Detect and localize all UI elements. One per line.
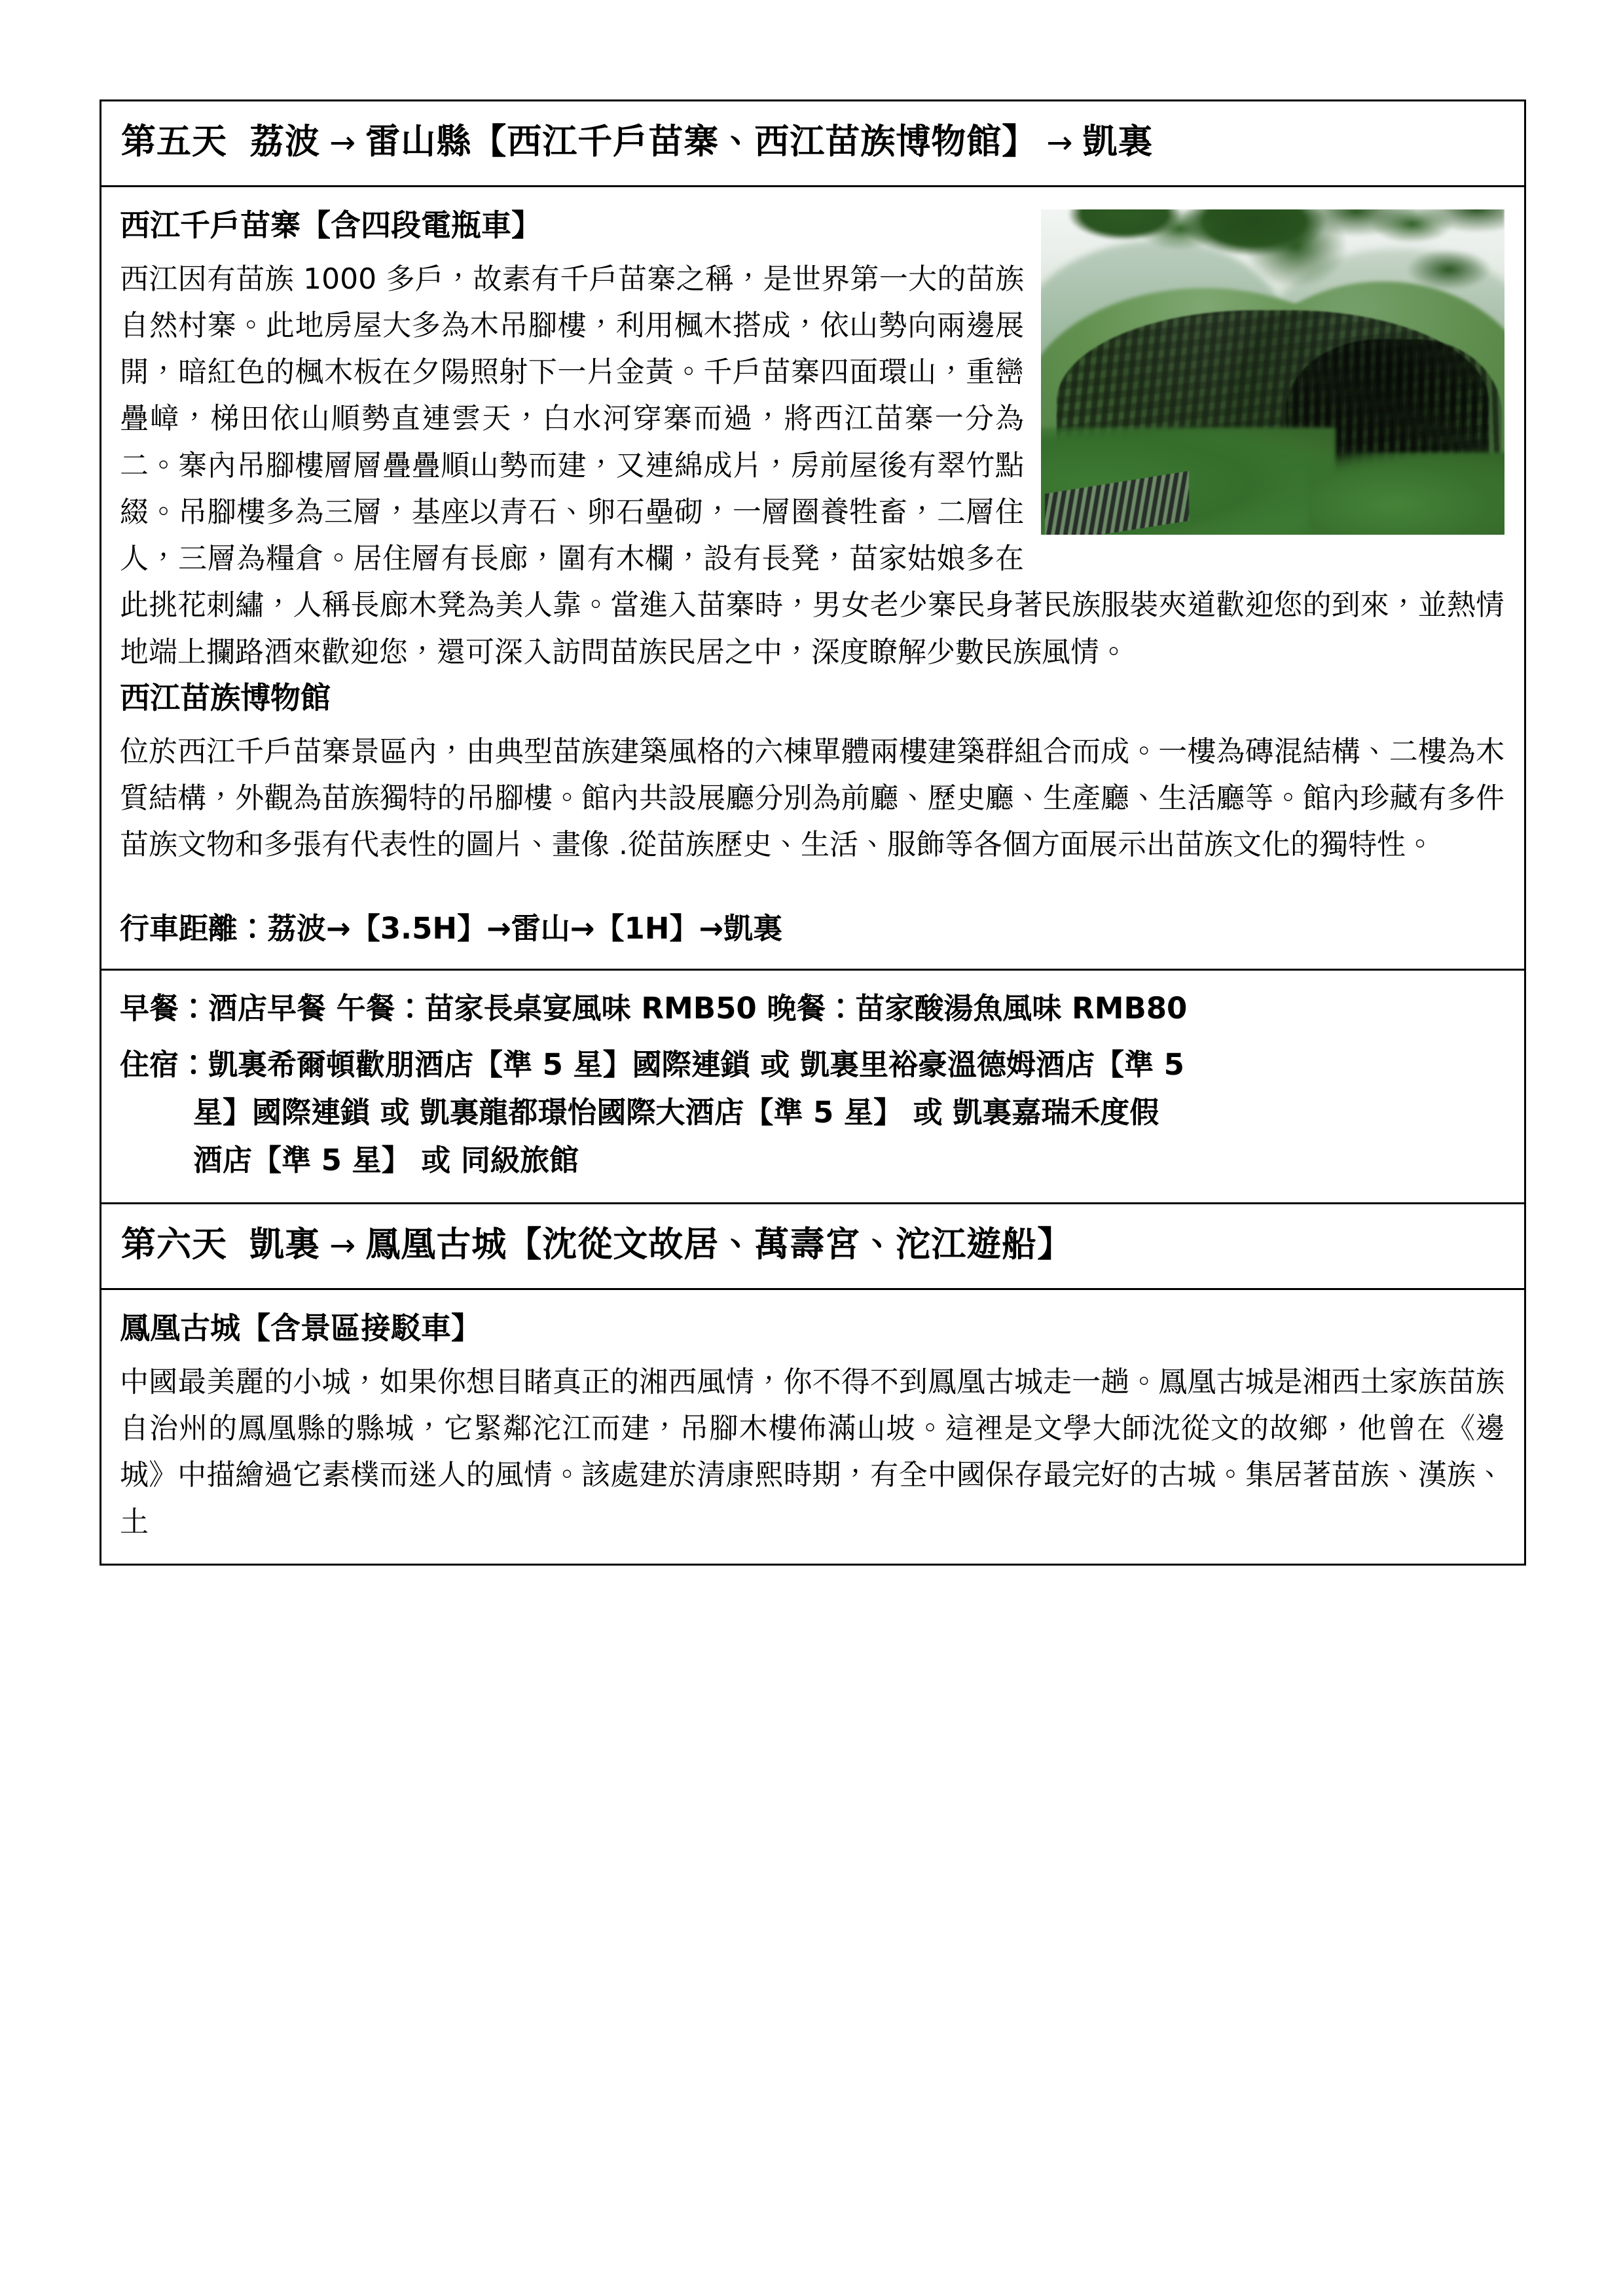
day6-label: 第六天 (121, 1225, 227, 1265)
day5-banner-cell (101, 101, 1524, 185)
section-title-fenghuang: 鳳凰古城【含景區接駁車】 (120, 1310, 481, 1346)
paragraph-miao-museum: 位於西江千戶苗寨景區內，由典型苗族建築風格的六棟單體兩樓建築群組合而成。一樓為磚混結構、二樓為木質結構，外觀為苗族獨特的吊腳樓。館內共設展廳分別為前廳、歷史廳、生產廳、生活廳等。館內珍藏有多件苗族文物和多張有代表性的圖片、畫像 .從苗族歷史、生活、服飾等各個方面展示出苗族文化的獨特性。 (120, 734, 1504, 862)
day5-origin: 荔波 (249, 122, 320, 162)
day6-body-cell (101, 1290, 1524, 1564)
day5-meals-lodging-row (101, 971, 1524, 1204)
paragraph-xijiang-village: 西江因有苗族 1000 多戶，故素有千戶苗寨之稱，是世界第一大的苗族自然村寨。此地房屋大多為木吊腳樓，利用楓木搭成，依山勢向兩邊展開，暗紅色的楓木板在夕陽照射下一片金黃。千戶苗寨四面環山，重巒疊嶂，梯田依山順勢直連雲天，白水河穿寨而過，將西江苗寨一分為二。寨內吊腳樓層層疊疊順山勢而建，又連綿成片，房前屋後有翠竹點綴。吊腳樓多為三層，基座以青石、卵石壘砌，一層圈養牲畜，二層住人，三層為糧倉。居住層有長廊，圍有木欄，設有長凳，苗家姑娘多在此挑花刺繡，人稱長廊木凳為美人靠。當進入苗寨時，男女老少寨民身著民族服裝夾道歡迎您的到來，並熱情地端上攔路酒來歡迎您，還可深入訪問苗族民居之中，深度瞭解少數民族風情。 (120, 262, 1504, 669)
day6-banner-cell (101, 1204, 1524, 1288)
day5-label: 第五天 (121, 122, 227, 162)
photo-foreground-trees-right (1308, 452, 1504, 535)
section-title-xijiang-village: 西江千戶苗寨【含四段電瓶車】 (120, 207, 541, 243)
meals-day5: 早餐：酒店早餐 午餐：苗家長桌宴風味 RMB50 晚餐：苗家酸湯魚風味 RMB80 (120, 991, 1188, 1026)
section-title-miao-museum: 西江苗族博物館 (120, 679, 331, 715)
drive-distance-day5: 行車距離：荔波→【3.5H】→雷山→【1H】→凱裏 (120, 910, 783, 946)
arrow-right-icon-3: → (329, 1227, 357, 1265)
lodging-day5 (120, 1041, 1504, 1185)
paragraph-fenghuang: 中國最美麗的小城，如果你想目睹真正的湘西風情，你不得不到鳳凰古城走一趟。鳳凰古城是湘西土家族苗族自治州的鳳凰縣的縣城，它緊鄰沱江而建，吊腳木樓佈滿山坡。這裡是文學大師沈從文的故鄉，他曾在《邊城》中描繪過它素樸而迷人的風情。該處建於清康熙時期，有全中國保存最完好的古城。集居著苗族、漢族、土 (120, 1365, 1504, 1539)
lodging-line-3: 酒店【準 5 星】 或 同級旅館 (193, 1142, 579, 1177)
day6-body-row (101, 1290, 1524, 1564)
day5-body-row (101, 187, 1524, 971)
day5-banner-row (101, 101, 1524, 187)
xijiang-village-photo (1041, 209, 1504, 535)
day6-banner-row (101, 1204, 1524, 1290)
day6-origin: 凱裏 (249, 1225, 320, 1265)
day5-body-cell (101, 187, 1524, 969)
arrow-right-icon: → (329, 124, 357, 161)
lodging-line-1: 住宿：凱裏希爾頓歡朋酒店【準 5 星】國際連鎖 或 凱裏里裕豪溫德姆酒店【準 5 (120, 1047, 1184, 1082)
day5-banner (121, 118, 1504, 166)
photo-leaf-canopy-right (1387, 236, 1504, 321)
day6-banner (121, 1221, 1504, 1268)
day5-destination: 凱裏 (1082, 122, 1154, 162)
arrow-right-icon-2: → (1046, 124, 1074, 161)
lodging-line-2: 星】國際連鎖 或 凱裏龍都璟怡國際大酒店【準 5 星】 或 凱裏嘉瑞禾度假 (193, 1094, 1159, 1130)
day5-meals-lodging-cell (101, 971, 1524, 1202)
day5-middle: 雷山縣【西江千戶苗寨、西江苗族博物館】 (365, 122, 1038, 162)
day6-destination: 鳳凰古城【沈從文故居、萬壽宮、沱江遊船】 (365, 1225, 1073, 1265)
itinerary-table (100, 99, 1526, 1566)
